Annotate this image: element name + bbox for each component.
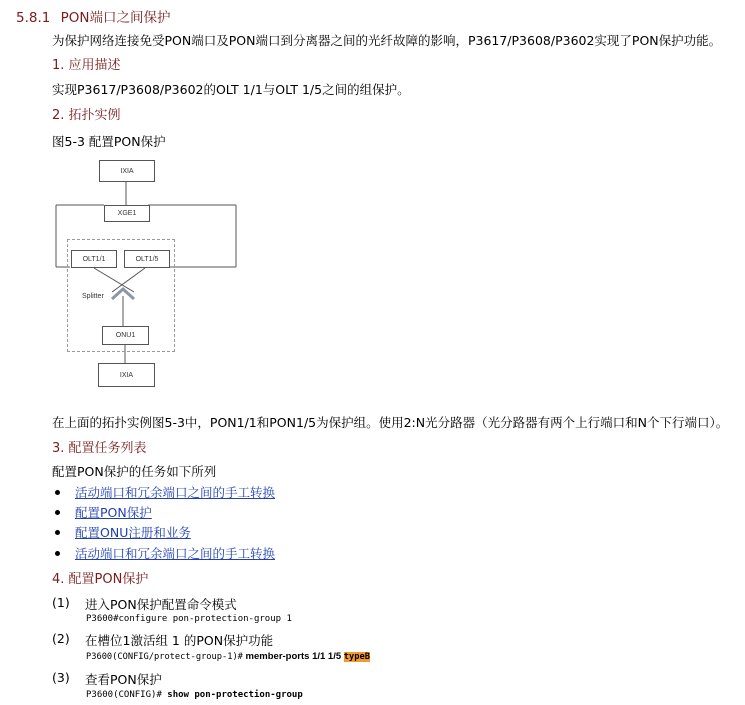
bullet-dot — [55, 551, 60, 556]
subsection-title-3: 3. 配置任务列表 — [52, 441, 147, 456]
command-args: member-ports 1/1 1/5 — [242, 651, 344, 662]
command-highlight: typeB — [343, 652, 370, 662]
command-prefix: P3600(CONFIG/protect-group-1)# — [86, 652, 243, 662]
subsection-title-2: 2. 拓扑实例 — [52, 108, 121, 123]
xge1-box: XGE1 — [104, 205, 150, 222]
step-number: (1) — [52, 595, 70, 610]
command-prefix: P3600(CONFIG)# — [86, 690, 168, 700]
step-label: 在槽位1激活组 1 的PON保护功能 — [85, 633, 274, 648]
onu1-box: ONU1 — [102, 326, 149, 345]
splitter-label: Splitter — [82, 293, 104, 300]
bullet-dot — [55, 530, 60, 535]
step-command — [86, 651, 370, 662]
step-number: (2) — [52, 631, 70, 646]
task-link-manual-switch[interactable]: 活动端口和冗余端口之间的手工转换 — [75, 485, 276, 500]
step-number: (3) — [52, 670, 70, 685]
ixia-top-box: IXIA — [99, 160, 155, 182]
step-label: 进入PON保护配置命令模式 — [85, 597, 237, 612]
olt-1-5-box: OLT1/5 — [124, 250, 170, 268]
ixia-bottom-box: IXIA — [98, 363, 155, 387]
step-label: 查看PON保护 — [85, 672, 162, 687]
section-number: 5.8.1 — [16, 10, 51, 26]
command-args: show pon-protection-group — [167, 690, 303, 700]
intro-paragraph: 为保护网络连接免受PON端口及PON端口到分离器之间的光纤故障的影响，P3617/P3608/P3602实现了PON保护功能。 — [52, 33, 722, 48]
subsection-title-4: 4. 配置PON保护 — [52, 572, 149, 587]
task-link-onu-registration[interactable]: 配置ONU注册和业务 — [75, 525, 191, 540]
topology-description: 在上面的拓扑实例图5-3中，PON1/1和PON1/5为保护组。使用2:N光分路器（光分路器有两个上行端口和N个下行端口）。 — [52, 415, 729, 430]
application-description: 实现P3617/P3608/P3602的OLT 1/1与OLT 1/5之间的组保护。 — [52, 82, 410, 97]
olt-1-1-box: OLT1/1 — [71, 250, 117, 268]
task-link-configure-pon-protection[interactable]: 配置PON保护 — [75, 505, 152, 520]
bullet-dot — [55, 510, 60, 515]
subsection-title-1: 1. 应用描述 — [52, 58, 121, 73]
task-link-manual-switch-2[interactable]: 活动端口和冗余端口之间的手工转换 — [75, 546, 276, 561]
command-prefix: P3600#configure pon-protection-group 1 — [86, 614, 292, 624]
bullet-dot — [55, 490, 60, 495]
step-command — [86, 690, 303, 700]
step-command — [86, 614, 292, 624]
figure-caption: 图5-3 配置PON保护 — [52, 134, 166, 149]
task-list-intro: 配置PON保护的任务如下所列 — [52, 464, 217, 479]
section-title: PON端口之间保护 — [60, 10, 171, 26]
